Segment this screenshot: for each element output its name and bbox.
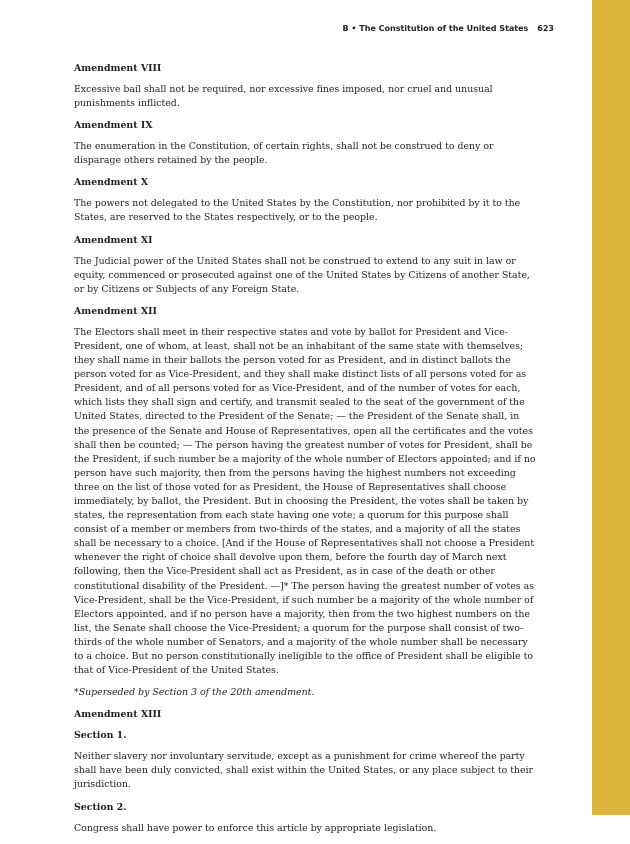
page-number: 623 [537, 24, 554, 33]
amendment-13-section-1-heading: Section 1. [74, 730, 127, 742]
amendment-9-text: The enumeration in the Constitution, of certain rights, shall not be construed to deny or disparage others retained by the people. [74, 141, 494, 167]
running-head [343, 24, 554, 33]
page-edge-color-bar [592, 0, 630, 815]
amendment-11-heading: Amendment XI [74, 234, 153, 246]
amendment-12-heading: Amendment XII [74, 305, 157, 317]
amendment-13-heading: Amendment XIII [74, 709, 162, 721]
amendment-13-section-2-heading: Section 2. [74, 801, 127, 813]
amendment-8-text: Excessive bail shall not be required, nor excessive fines imposed, nor cruel and unusual punishments inflicted. [74, 84, 493, 110]
amendment-12-text: The Electors shall meet in their respective states and vote by ballot for President and Vice-President, one of whom, at least, shall not be an inhabitant of the same state with themselves; they shall name in their ballots the person voted for as President, and in distinct ballots the person voted for as Vice-President, and they shall make distinct lists of all persons voted for as President, and of all persons voted for as Vice-President, and of the number of votes for each, which lists they shall sign and certify, and transmit sealed to the seat of the government of the United States, directed to the President of the Senate; — the President of the Senate shall, in the presence of the Senate and House of Representatives, open all the certificates and the votes shall then be counted; — The person having the greatest number of votes for President, shall be the President, if such number be a majority of the whole number of Electors appointed; and if no person have such majority, then from the persons having the highest numbers not exceeding three on the list of those voted for as President, the House of Representatives shall choose immediately, by ballot, the President. But in choosing the President, the votes shall be taken by states, the representation from each state having one vote; a quorum for this purpose shall consist of a member or members from two-thirds of the states, and a majority of all the states shall be necessary to a choice. [And if the House of Representatives shall not choose a President whenever the right of choice shall devolve upon them, before the fourth day of March next following, then the Vice-President shall act as President, as in case of the death or other constitutional disability of the President. —]* The person having the greatest number of votes as Vice-President, shall be the Vice-President, if such number be a majority of the whole number of Electors appointed, and if no person have a majority, then from the two highest numbers on the list, the Senate shall choose the Vice-President; a quorum for the purpose shall consist of two-thirds of the whole number of Senators, and a majority of the whole number shall be necessary to a choice. But no person constitutionally ineligible to the office of President shall be eligible to that of Vice-President of the United States. [74, 326, 536, 677]
amendment-13-section-2-text: Congress shall have power to enforce this article by appropriate legislation. [74, 822, 437, 834]
amendment-10-text: The powers not delegated to the United States by the Constitution, nor prohibited by it to the States, are reserved to the States respectively, or to the people. [74, 198, 521, 224]
page-body [74, 62, 536, 844]
amendment-13-section-1-text: Neither slavery nor involuntary servitude, except as a punishment for crime whereof the party shall have been duly convicted, shall exist within the United States, or any place subject to their jurisdiction. [74, 751, 534, 791]
amendment-11-text: The Judicial power of the United States shall not be construed to extend to any suit in law or equity, commenced or prosecuted against one of the United States by Citizens of another State, or by Citizens or Subjects of any Foreign State. [74, 255, 530, 295]
amendment-9-heading: Amendment IX [74, 120, 153, 132]
amendment-12-footnote: *Superseded by Section 3 of the 20th amendment. [74, 687, 315, 699]
amendment-10-heading: Amendment X [74, 177, 149, 189]
running-head-title: B • The Constitution of the United States [342, 24, 529, 33]
amendment-8-heading: Amendment VIII [74, 63, 162, 74]
